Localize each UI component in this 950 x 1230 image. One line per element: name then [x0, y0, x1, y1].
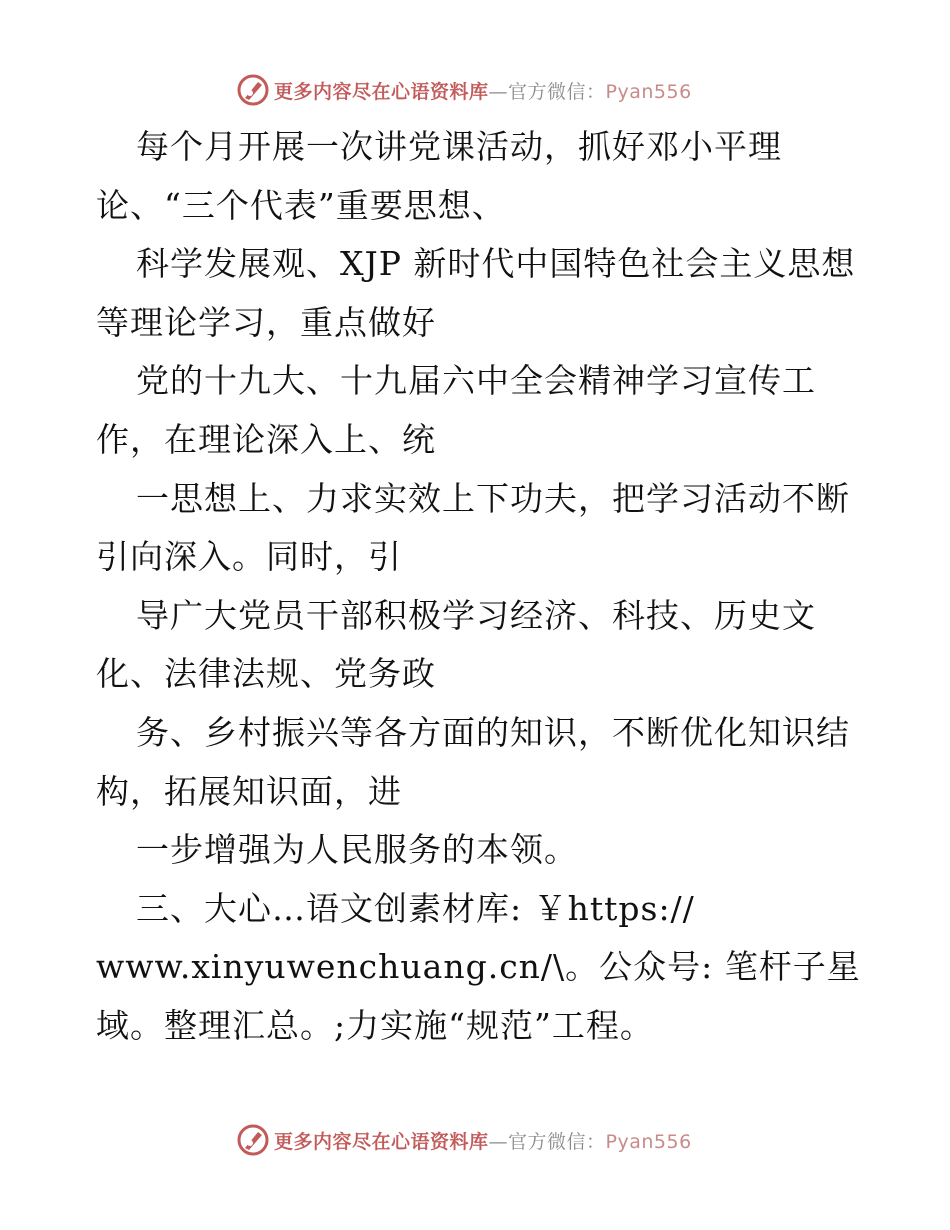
text-line: 一步增强为人民服务的本领。 [136, 830, 578, 870]
watermark-text [274, 1127, 692, 1154]
pen-circle-logo [236, 73, 270, 107]
text-line: 引向深入。同时，引 [96, 537, 402, 577]
watermark-title: 更多内容尽在心语资料库 [274, 80, 489, 103]
text-line: 科学发展观、XJP 新时代中国特色社会主义思想 [136, 244, 856, 284]
text-line: 党的十九大、十九届六中全会精神学习宣传工 [136, 361, 816, 401]
footer-watermark [236, 1122, 692, 1158]
text-line: 域。整理汇总。;力实施“规范”工程。 [96, 1005, 654, 1045]
watermark-wechat-id: Pyan556 [605, 1130, 692, 1153]
text-line: 务、乡村振兴等各方面的知识，不断优化知识结 [136, 712, 850, 752]
watermark-contact-label: —官方微信： [488, 1130, 606, 1153]
watermark-contact-label: —官方微信： [488, 80, 606, 103]
text-line: 构，拓展知识面，进 [96, 771, 402, 811]
text-line: 导广大党员干部积极学习经济、科技、历史文 [136, 595, 816, 635]
text-line: 三、大心…语文创素材库: ￥https:// [136, 888, 695, 928]
text-line: 化、法律法规、党务政 [96, 654, 436, 694]
text-line: 作，在理论深入上、统 [96, 419, 436, 459]
watermark-title: 更多内容尽在心语资料库 [274, 1130, 489, 1153]
text-line: www.xinyuwenchuang.cn/\。公众号: 笔杆子星 [96, 947, 861, 987]
text-line: 论、“三个代表”重要思想、 [96, 185, 506, 225]
document-body [96, 118, 861, 1056]
text-line: 等理论学习，重点做好 [96, 302, 436, 342]
watermark-text [274, 77, 692, 104]
text-line: 每个月开展一次讲党课活动，抓好邓小平理 [136, 127, 782, 166]
text-line: 一思想上、力求实效上下功夫，把学习活动不断 [136, 478, 850, 518]
watermark-wechat-id: Pyan556 [605, 80, 692, 103]
header-watermark [236, 72, 692, 108]
pen-circle-logo [236, 1123, 270, 1157]
